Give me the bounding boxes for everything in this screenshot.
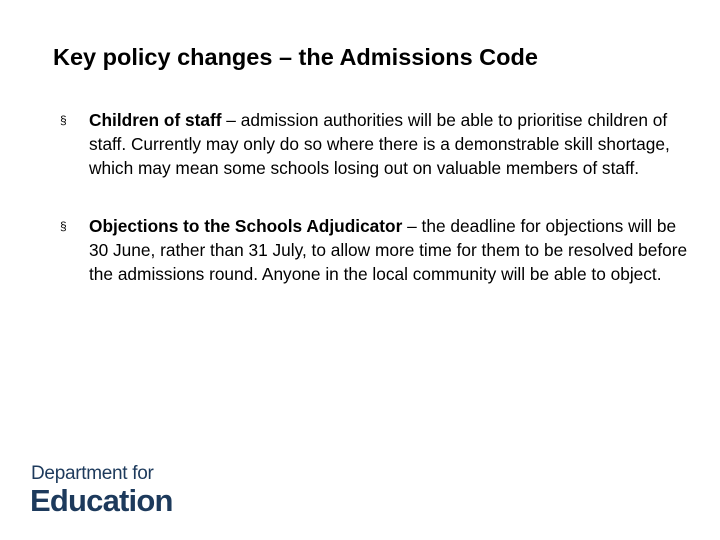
logo-line-education: Education bbox=[30, 483, 173, 518]
logo-line-department: Department for bbox=[31, 463, 154, 484]
bullet-item-objections bbox=[60, 214, 700, 287]
department-for-education-logo bbox=[31, 464, 173, 518]
bullet-marker-icon: § bbox=[60, 113, 67, 127]
bullet-list bbox=[60, 108, 700, 319]
bullet-text: – the deadline for objections will be 30 June, rather than 31 July, to allow more time for them to be resolved before the admissions round. Anyone in the local community will be able to object. bbox=[89, 215, 688, 285]
bullet-term: Children of staff bbox=[89, 110, 222, 130]
bullet-marker-icon: § bbox=[60, 218, 67, 233]
bullet-term: Objections to the Schools Adjudicator bbox=[89, 215, 403, 236]
slide-title: Key policy changes – the Admissions Code bbox=[53, 44, 538, 70]
bullet-text: – admission authorities will be able to prioritise children of staff. Currently may only do so where there is a demonstrable skill shortage, which may mean some schools losing out on valuable members of staff. bbox=[89, 110, 670, 179]
bullet-item-children-of-staff bbox=[60, 108, 700, 181]
